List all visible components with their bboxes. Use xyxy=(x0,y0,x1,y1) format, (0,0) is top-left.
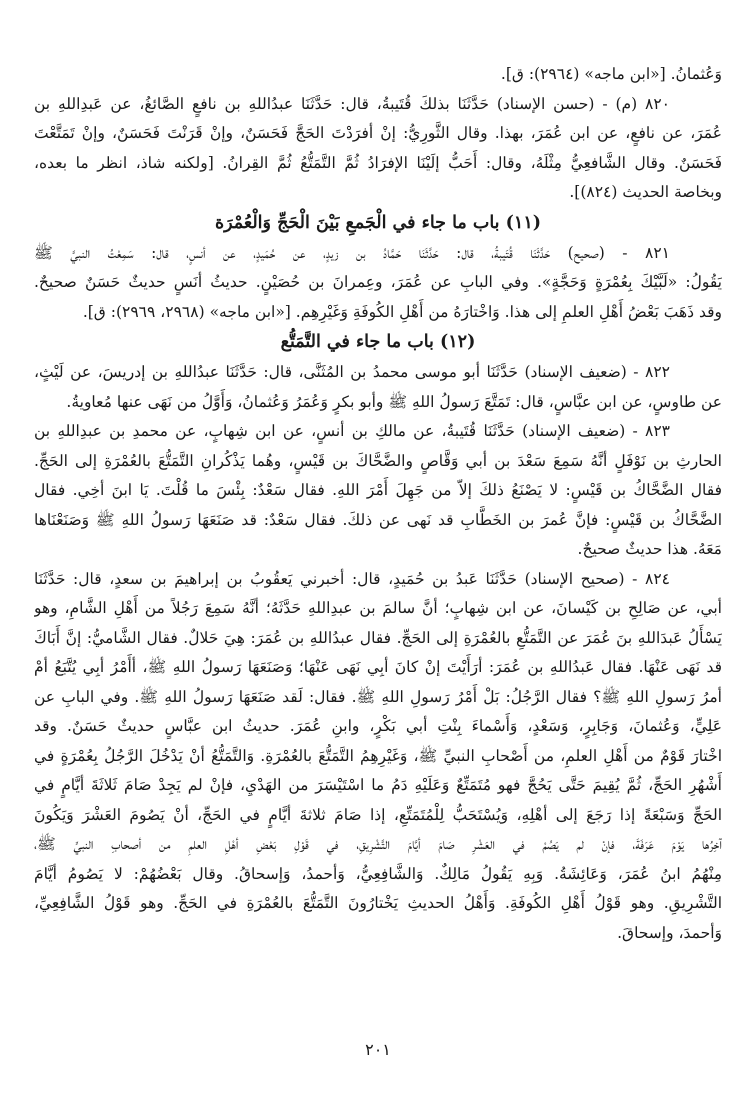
text-line: أبي، عن صَالِحِ بن كَيْسانَ، عن ابن شِهابٍ؛ أنَّ سالمَ بن عبدِاللهِ حَدَّثَهُ؛ أنَّهُ سَمِعَ رَجُلاً من أَهْلِ الشَّامِ، وهو xyxy=(34,599,722,617)
text-line: فقال الضَّحَّاكُ بن قَيْسٍ: لا يَصْنَعُ ذلكَ إلاّ من جَهِلَ أَمْرَ اللهِ. فقال سَعْدٌ: بِئْسَ ما قُلْتَ. يَا ابنَ أخِي. فقال xyxy=(34,481,722,499)
text-line: وقد ذَهَبَ بَعْضُ أَهْلِ العلمِ إلى هذا. وَاخْتارَهُ من أَهْلِ الكُوفَةِ وَغَيْرِهِم. [«ابن ماجه» (٢٩٦٨، ٢٩٦٩): ق]. xyxy=(82,302,722,321)
text-line: وبخاصة الحديث (٨٢٤)]. xyxy=(569,183,722,201)
text-line: ٨٢٠ (م) - (حسن الإسناد) حَدَّثَنَا بذلكَ قُتَيبةُ، قال: حَدَّثَنَا عبدُاللهِ بن نافعٍ الصَّائغُ، عن عَبدِاللهِ بن xyxy=(34,94,670,113)
text-line: آخِرُها يَوْمَ عَرَفَةَ، فإنْ لم يَصُمْ في العَشْرِ صَامَ أيَّامَ التَّشْرِيقِ، في قَوْلِ بَعْضِ أهْلِ العلمِ من أصحابِ النبيِّ ﷺ، xyxy=(34,835,722,853)
hadith-paragraph xyxy=(34,60,722,90)
text-line: عُمَرَ، عن نافعٍ، عن ابن عُمَرَ، بهذا. وقال الثَّورِيُّ: إنْ أفرَدْتَ الحَجَّ فَحَسَنٌ، وإنْ قَرَنْتَ فَحَسَنٌ، وإنْ تَمَتَّعْتَ xyxy=(34,124,722,142)
text-line: ٨٢١ - (صحيح) حَدَّثَنَا قُتَيبةُ، قال: حَدَّثَنَا حَمَّادُ بن زيدٍ، عن حُمَيدٍ، عن أنسٍ، قال: سَمِعْتُ النبيَّ ﷺ xyxy=(34,243,670,262)
text-line: اخْتارَ قَوْمٌ من أَهْلِ العلمِ، من أَصْحابِ النبيِّ ﷺ، وَغَيْرِهِمُ التَّمَتُّعَ بالعُمْرَةِ. وَالتَّمَتُّعُ أنْ يَدْخُلَ الرَّجُلُ بِعُمْرَةٍ في xyxy=(34,746,722,765)
text-line: عن طاوسٍ، عن ابن عبَّاسٍ، قال: تَمَتَّعَ رَسولُ اللهِ ﷺ وأبو بكرٍ وَعُمَرُ وَعُثمانُ، وَأَوَّلُ من نَهَى عنها مُعاويةُ. xyxy=(66,392,722,411)
text-line: الحَجِّ وَسَبْعَةً إذا رَجَعَ إلى أهْلِهِ، وَيُسْتَحَبُّ لِلْمُتَمَتِّعِ، إذا صَامَ ثلاثةَ أيَّامٍ في الحَجِّ، أنْ يَصُومَ العَشْرَ وَيَكُونَ xyxy=(34,805,722,824)
hadith-paragraph xyxy=(34,565,722,949)
text-line: وَعُثمانُ. [«ابن ماجه» (٢٩٦٤): ق]. xyxy=(500,65,722,83)
text-line: يَسْأَلُ عَبدَاللهِ بنَ عُمَرَ عن التَّمَتُّعِ بالعُمْرَةِ إلى الحَجِّ. فقال عبدُاللهِ بن عُمَرَ: هِيَ حَلالٌ. فقال الشَّاميُّ: إنَّ أَبَاكَ xyxy=(34,628,722,647)
text-line: عَلِيٍّ، وَعُثمانَ، وَجَابِرٍ، وَسَعْدٍ، وَأَسْماءَ بِنْتِ أبي بَكْرٍ، وابنِ عُمَرَ. حديثُ ابن عبَّاسٍ حديثٌ حَسَنٌ. وقد xyxy=(34,717,722,735)
text-line: ٨٢٢ - (ضعيف الإسناد) حَدَّثَنَا أبو موسى محمدُ بن المُثَنَّى، قال: حَدَّثَنَا عبدُاللهِ بن إدريسَ، عن لَيْثٍ، xyxy=(34,363,670,381)
hadith-paragraph xyxy=(34,239,722,328)
text-line: ٨٢٣ - (ضعيف الإسناد) حَدَّثَنَا قُتَيبةُ، عن مالكِ بن أنسٍ، عن ابن شِهابٍ، عن محمدِ بن عبدِاللهِ بن xyxy=(34,422,670,440)
page-number: ٢٠١ xyxy=(365,1040,391,1059)
chapter-heading: (١٢) باب ما جاء في التَّمَتُّع xyxy=(280,332,476,352)
text-line: يَقُولُ: «لَبَّيْكَ بِعُمْرَةٍ وَحَجَّةٍ». وفي البابِ عن عُمَرَ، وعِمرانَ بن حُصَيْنٍ. حديثُ أنَسٍ حديثٌ حَسَنٌ صحيحٌ. xyxy=(34,273,722,291)
text-line: أَشْهُرِ الحَجِّ، ثُمَّ يُقِيمَ حَتَّى يَحُجَّ فهو مُتَمَتِّعٌ وَعَلَيْهِ دَمُ ما اسْتَيْسَرَ من الهَدْيِ، فإنْ لم يَجِدْ صَامَ ثَلاثَةَ أيَّامٍ في xyxy=(34,776,722,794)
text-line: ٨٢٤ - (صحيح الإسناد) حَدَّثَنَا عَبدُ بن حُمَيدٍ، قال: أخبرني يَعقُوبُ بن إبراهيمَ بن سعدٍ، قال: حَدَّثَنَا xyxy=(34,569,670,588)
text-line: أمرُ رَسولِ اللهِ ﷺ؟ فقال الرَّجُلُ: بَلْ أَمْرُ رَسولِ اللهِ ﷺ. فقال: لَقد صَنَعَهَا رَسولُ اللهِ ﷺ. وفي البابِ عن xyxy=(34,687,722,706)
text-line: فَحَسَنٌ. وقال الشَّافعِيُّ مِثْلَهُ، وقال: أَحَبُّ إلَيْنَا الإفرَادُ ثُمَّ التَّمَتُّعُ ثُمَّ القِرانُ. [ولكنه شاذ، انظر ما بعده، xyxy=(34,153,722,172)
text-line: الضَّحَّاكُ بن قَيْسٍ: فإنَّ عُمرَ بن الخَطَّابِ قد نَهى عن ذلكَ. فقال سَعْدٌ: قد صَنَعَهَا رَسولُ اللهِ ﷺ وَصَنَعْنَاها xyxy=(34,510,722,529)
text-line: وَأحمدَ، وإسحاقَ. xyxy=(617,923,722,942)
text-line: مَعَهُ. هذا حديثٌ صحيحٌ. xyxy=(577,540,722,558)
hadith-paragraph xyxy=(34,358,722,417)
hadith-paragraph xyxy=(34,417,722,565)
text-line: الحارثِ بن نَوْفَلٍ أنَّهُ سَمِعَ سَعْدَ بن أبي وَقَّاصٍ والضَّحَّاكَ بن قَيْسٍ، وهُما يَذْكُرانِ التَّمَتُّعَ بالعُمْرَةِ إلى الحَجِّ. xyxy=(34,451,722,470)
text-line: قد نَهَى عَنْهَا. فقال عَبدُاللهِ بن عُمَرَ: أرَأَيْتَ إنْ كانَ أبِي نَهَى عَنْهَا؛ وَصَنَعَهَا رَسولُ اللهِ ﷺ، أأَمْرُ أبِي يُتَّبَعُ أمْ xyxy=(34,658,722,676)
text-line: التَّشْرِيقِ. وهو قَوْلُ أَهْلِ الكُوفَةِ. وَأَهْلُ الحديثِ يَخْتارُونَ التَّمَتُّعَ بالعُمْرَةِ في الحَجِّ. وهو قَوْلُ الشَّافِعِيِّ، xyxy=(34,894,722,912)
text-line: مِنْهُمُ ابنُ عُمَرَ، وَعَائِشَةُ. وَبِهِ يَقُولُ مَالِكٌ. وَالشَّافِعِيُّ، وَأحمدُ، وَإسحاقُ. وقال بَعْضُهُمْ: لا يَصُومُ أيَّامَ xyxy=(34,864,722,883)
hadith-paragraph xyxy=(34,90,722,208)
chapter-heading: (١١) باب ما جاء في الْجَمعِ بَيْنَ الْحَجِّ وَالْعُمْرَة xyxy=(214,212,542,233)
